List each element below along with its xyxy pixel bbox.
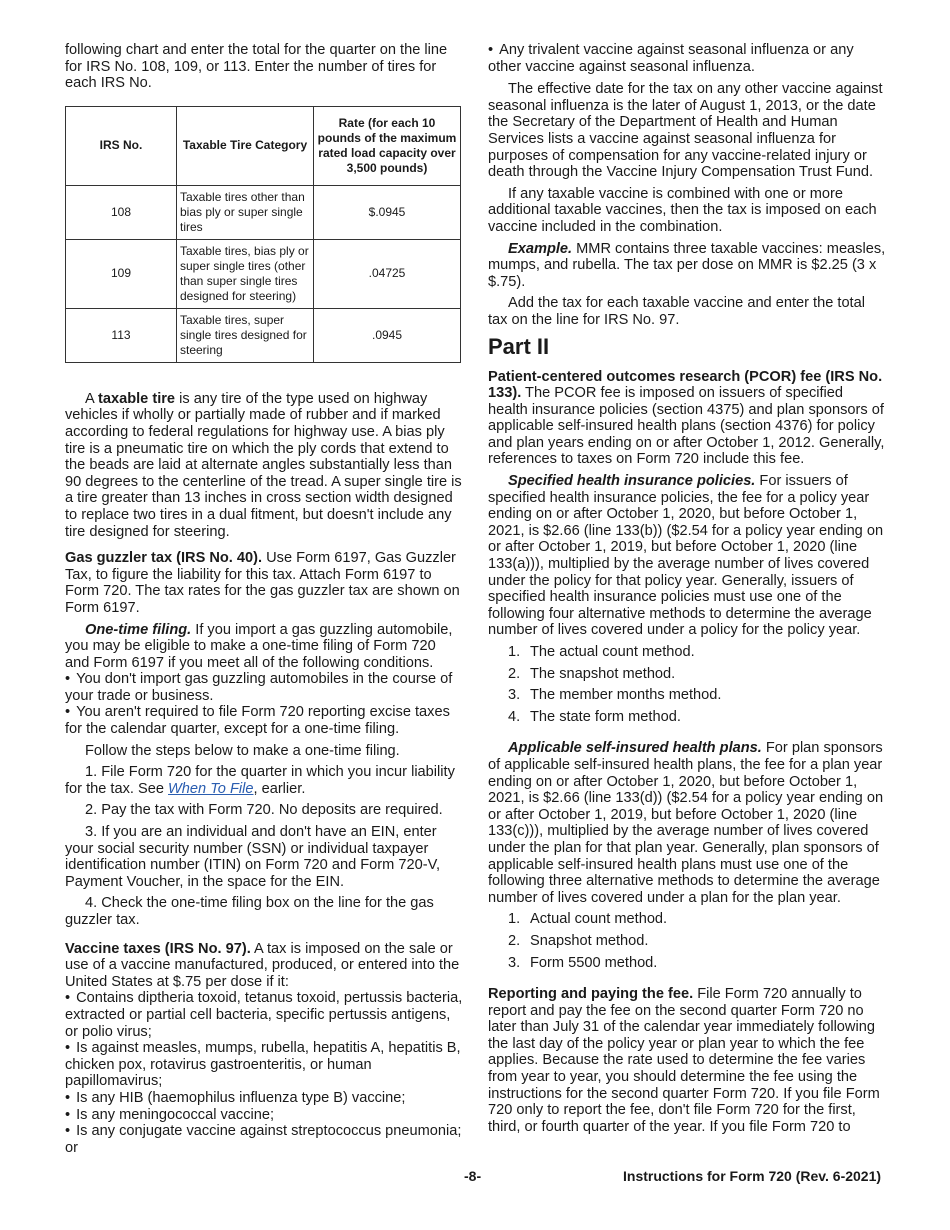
- when-to-file-link[interactable]: When To File: [168, 780, 254, 797]
- step-3: 3. If you are an individual and don't have an EIN, enter your social security number (SSN) or individual taxpayer identification number (ITIN) on Form 720 and Form 720-V, Payment Voucher, in the space for the EIN.: [65, 824, 441, 890]
- part-ii-heading: Part II: [488, 333, 550, 359]
- example-label: Example.: [508, 240, 573, 257]
- item-number: 1.: [508, 911, 521, 928]
- list-item: • You don't import gas guzzling automobiles in the course of your trade or business.: [65, 671, 463, 704]
- cell-irs: 113: [66, 308, 177, 362]
- item-text: The state form method.: [530, 708, 681, 725]
- item-text: Snapshot method.: [530, 932, 649, 949]
- vaccine-text: A tax is imposed on the sale or use of a vaccine manufactured, produced, or entered into the United States at $.75 per dose if it:: [65, 940, 460, 990]
- cell-irs: 108: [66, 185, 177, 239]
- gas-guzzler-text: Use Form 6197, Gas Guzzler Tax, to figure the liability for this tax. Attach Form 6197 to Form 720. The tax rates for the gas guzzler tax are shown on Form 6197.: [65, 550, 460, 616]
- applicable-heading: Applicable self-insured health plans.: [508, 740, 762, 757]
- list-item: [508, 666, 886, 683]
- item-text: Actual count method.: [530, 911, 668, 928]
- item-number: 4.: [508, 708, 521, 725]
- cell-category: Taxable tires, bias ply or super single tires (other than super single tires designed for steering): [177, 239, 314, 308]
- list-item: [508, 644, 886, 661]
- taxable-tire-paragraph: [65, 391, 463, 540]
- step-1: [65, 764, 463, 797]
- specified-text: For issuers of specified health insurance policies, the fee for a policy year ending on or after October 1, 2020, but before October 1, 2021, is $2.66 (line 133(b)) ($2.54 for a policy year ending on or after October 1, 2019, but before October 1, 2020 (line 133(a))), multiplied by the average number of lives covered under the policy for that policy year. Generally, issuers of specified health insurance policies must use one of the following four alternative methods to determine the average number of lives covered under a policy for the policy year.: [488, 473, 884, 639]
- item-number: 2.: [508, 932, 521, 949]
- effective-date-paragraph: The effective date for the tax on any other vaccine against seasonal influenza is the later of August 1, 2013, or the date the Secretary of the Department of Health and Human Services lists a vaccine against seasonal influenza for purposes of compensation for any vaccine-related injury or death through the Vaccine Injury Compensation Trust Fund.: [488, 81, 883, 181]
- left-column: [65, 42, 463, 1156]
- applicable-paragraph: [488, 740, 886, 906]
- reporting-heading: Reporting and paying the fee.: [488, 986, 694, 1003]
- cell-irs: 109: [66, 239, 177, 308]
- table-header-row: [66, 106, 461, 185]
- item-number: 3.: [508, 687, 521, 704]
- header-category: Taxable Tire Category: [177, 106, 314, 185]
- list-item: • Is any conjugate vaccine against streptococcus pneumonia; or: [65, 1123, 463, 1156]
- list-item: [508, 911, 886, 928]
- item-number: 1.: [508, 644, 521, 660]
- page-number: -8-: [464, 1168, 482, 1184]
- pcor-paragraph: [488, 369, 886, 469]
- tire-rate-table: [65, 106, 461, 363]
- combined-vaccine-paragraph: If any taxable vaccine is combined with one or more additional taxable vaccines, then the tax is imposed on each vaccine included in the combination.: [488, 185, 877, 235]
- header-rate: Rate (for each 10 pounds of the maximum rated load capacity over 3,500 pounds): [314, 106, 461, 185]
- intro-text: following chart and enter the total for the quarter on the line for IRS No. 108, 109, or 113. Enter the number of tires for each IRS No.: [65, 42, 448, 92]
- list-item: • Is any HIB (haemophilus influenza type B) vaccine;: [65, 1090, 463, 1107]
- table-row: [66, 185, 461, 239]
- list-item: [508, 933, 886, 950]
- cell-category: Taxable tires, super single tires designed for steering: [177, 308, 314, 362]
- form-title-footer: Instructions for Form 720 (Rev. 6-2021): [623, 1168, 882, 1184]
- item-text: The snapshot method.: [530, 665, 676, 682]
- reporting-paragraph: [488, 986, 886, 1135]
- step-1-post: , earlier.: [253, 780, 306, 797]
- cell-rate: $.0945: [314, 185, 461, 239]
- list-item: • Is against measles, mumps, rubella, hepatitis A, hepatitis B, chicken pox, rotavirus gastroenteritis, or human papillomavirus;: [65, 1040, 463, 1090]
- cell-rate: .04725: [314, 239, 461, 308]
- applicable-text: For plan sponsors of applicable self-insured health plans, the fee for a plan year ending on or after October 1, 2020, but before October 1, 2021, is $2.66 (line 133(d)) ($2.54 for a policy year ending on or after October 1, 2019, but before October 1, 2020 (line 133(c))), multiplied by the average number of lives covered under the plan for that plan year. Generally, plan sponsors of applicable self-insured health plans must use one of the following three alternative methods to determine the average number of lives covered under a plan for the plan year.: [488, 740, 884, 906]
- pcor-text: The PCOR fee is imposed on issuers of specified health insurance policies (section 4375) and plan sponsors of applicable self-insured health plans (section 4376) for policy and plan years ending on or after October 1, 2012. Generally, references to taxes on Form 720 include this fee.: [488, 385, 885, 468]
- pcor-heading: Patient-centered outcomes research (PCOR) fee (IRS No. 133).: [488, 368, 883, 402]
- header-irs-no: IRS No.: [66, 106, 177, 185]
- list-item: [508, 709, 886, 726]
- specified-paragraph: [488, 473, 886, 639]
- specified-heading: Specified health insurance policies.: [508, 473, 756, 490]
- gas-guzzler-paragraph: [65, 550, 463, 616]
- item-text: The member months method.: [530, 687, 722, 704]
- step-1-text: 1. File Form 720 for the quarter in which you incur liability for the tax. See: [65, 764, 455, 797]
- list-item: • Any trivalent vaccine against seasonal influenza or any other vaccine against seasonal influenza.: [488, 42, 886, 75]
- follow-steps: Follow the steps below to make a one-time filing.: [85, 742, 400, 759]
- list-item: [508, 955, 886, 972]
- list-item: • Is any meningococcal vaccine;: [65, 1107, 463, 1124]
- add-tax-paragraph: Add the tax for each taxable vaccine and enter the total tax on the line for IRS No. 97.: [488, 295, 865, 328]
- list-item: [508, 687, 886, 704]
- item-number: 3.: [508, 954, 521, 971]
- table-row: [66, 239, 461, 308]
- tire-post: is any tire of the type used on highway vehicles if wholly or partially made of rubber and if marked according to federal regulations for highway use. A bias ply tire is a pneumatic tire on which the ply cords that extend to the beads are laid at alternate angles substantially less than 90 degrees to the centerline of the tread. A super single tire is a tire greater than 13 inches in cross section width designed to replace two tires in a dual fitment, but doesn't include any tire designed for steering.: [65, 390, 462, 540]
- example-paragraph: [488, 241, 886, 291]
- one-time-paragraph: [65, 622, 463, 672]
- step-4: 4. Check the one-time filing box on the line for the gas guzzler tax.: [65, 895, 434, 928]
- taxable-tire-term: taxable tire: [97, 390, 176, 407]
- tire-pre: A: [85, 390, 98, 407]
- example-text: MMR contains three taxable vaccines: measles, mumps, and rubella. The tax per dose on MMR is $2.25 (3 x $.75).: [488, 240, 886, 290]
- item-text: Form 5500 method.: [530, 954, 658, 971]
- item-text: The actual count method.: [530, 644, 695, 660]
- item-number: 2.: [508, 665, 521, 682]
- list-item: • You aren't required to file Form 720 reporting excise taxes for the calendar quarter, except for a one-time filing.: [65, 704, 463, 737]
- gas-guzzler-heading: Gas guzzler tax (IRS No. 40).: [65, 550, 263, 567]
- cell-category: Taxable tires other than bias ply or super single tires: [177, 185, 314, 239]
- step-2: 2. Pay the tax with Form 720. No deposits are required.: [85, 802, 443, 819]
- cell-rate: .0945: [314, 308, 461, 362]
- one-time-heading: One-time filing.: [85, 621, 192, 638]
- reporting-text: File Form 720 annually to report and pay the fee on the second quarter Form 720 no later than July 31 of the calendar year immediately following the last day of the policy year or plan year to which the fee applies. Because the rate used to determine the fee varies from year to year, you should determine the fee using the instructions for the second quarter Form 720. If you file Form 720 only to report the fee, don't file Form 720 for the first, third, or fourth quarter of the year. If you file Form 720 to: [488, 986, 880, 1135]
- vaccine-paragraph: [65, 941, 463, 991]
- table-row: [66, 308, 461, 362]
- one-time-text: If you import a gas guzzling automobile, you may be eligible to make a one-time filing of Form 720 and Form 6197 if you meet all of the following conditions.: [65, 621, 453, 671]
- right-column: [488, 42, 886, 1140]
- list-item: • Contains diptheria toxoid, tetanus toxoid, pertussis bacteria, extracted or partial cell bacteria, specific pertussis antigens, or polio virus;: [65, 990, 463, 1040]
- vaccine-heading: Vaccine taxes (IRS No. 97).: [65, 940, 251, 957]
